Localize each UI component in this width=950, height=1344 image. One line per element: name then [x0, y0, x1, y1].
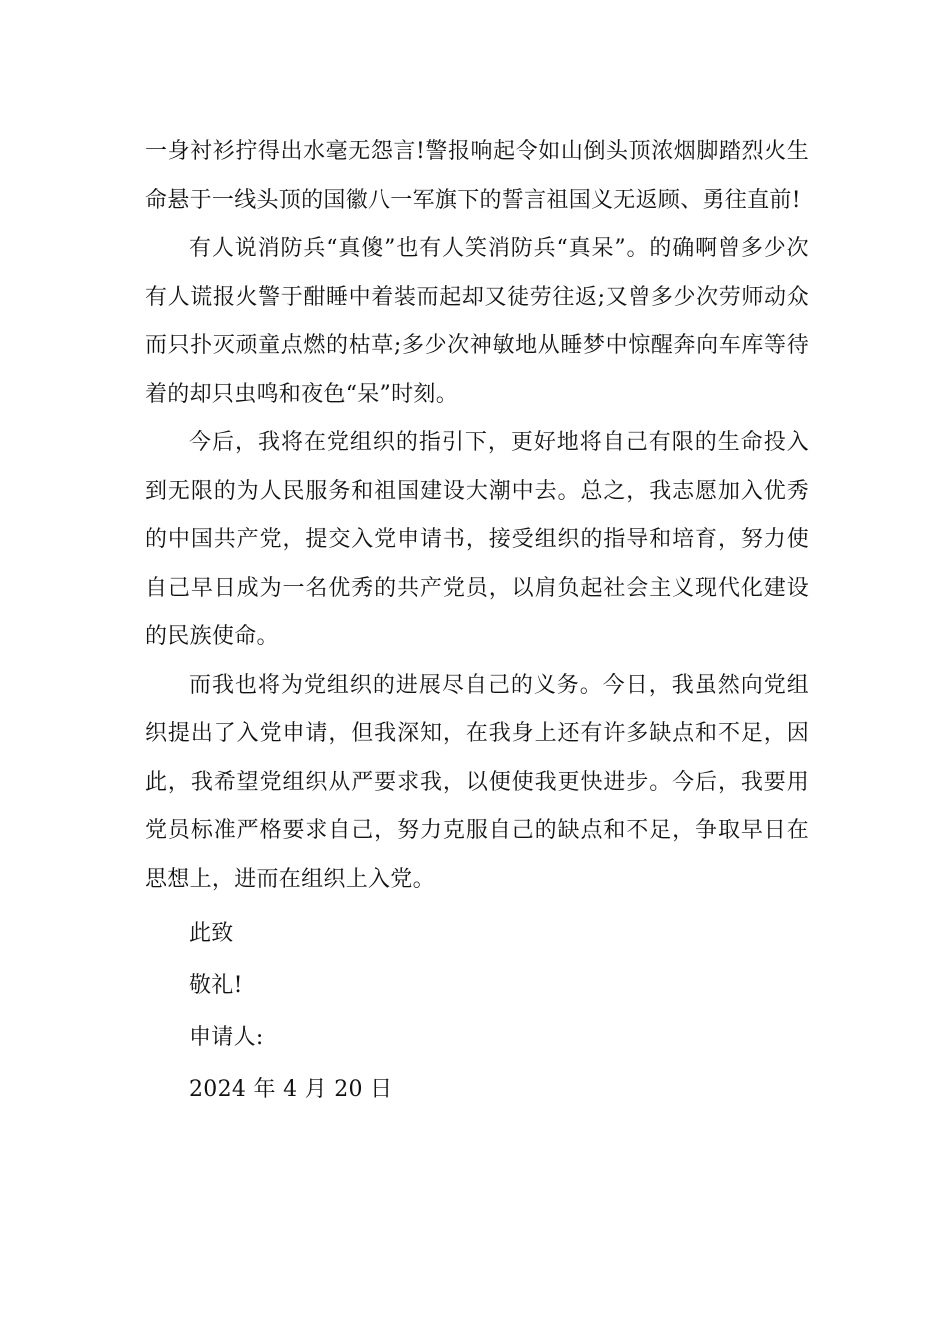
paragraph-commitment: 而我也将为党组织的进展尽自己的义务。今日，我虽然向党组织提出了入党申请，但我深知，在我身上还有许多缺点和不足，因此，我希望党组织从严要求我，以便使我更快进步。今后，我要用党员标准严格要求自己，努力克服自己的缺点和不足，争取早日在思想上，进而在组织上入党。 [145, 672, 809, 892]
paragraph-continuation: 一身衬衫拧得出水毫无怨言!警报响起令如山倒头顶浓烟脚踏烈火生命悬于一线头顶的国徽八一军旗下的誓言祖国义无返顾、勇往直前! [145, 139, 809, 213]
paragraph-firefighters: 有人说消防兵“真傻”也有人笑消防兵“真呆”。的确啊曾多少次有人谎报火警于酣睡中着装而起却又徒劳往返;又曾多少次劳师动众而只扑灭顽童点燃的枯草;多少次神敏地从睡梦中惊醒奔向车库等待着的却只虫鸣和夜色“呆”时刻。 [145, 236, 809, 407]
closing-salutation: 此致 [189, 921, 234, 946]
closing-regards: 敬礼! [189, 973, 243, 998]
applicant-label: 申请人: [189, 1025, 264, 1050]
document-body [145, 128, 809, 1116]
paragraph-pledge: 今后，我将在党组织的指引下，更好地将自己有限的生命投入到无限的为人民服务和祖国建设大潮中去。总之，我志愿加入优秀的中国共产党，提交入党申请书，接受组织的指导和培育，努力使自己早日成为一名优秀的共产党员，以肩负起社会主义现代化建设的民族使命。 [145, 430, 809, 649]
date-line: 2024 年 4 月 20 日 [189, 1077, 393, 1102]
